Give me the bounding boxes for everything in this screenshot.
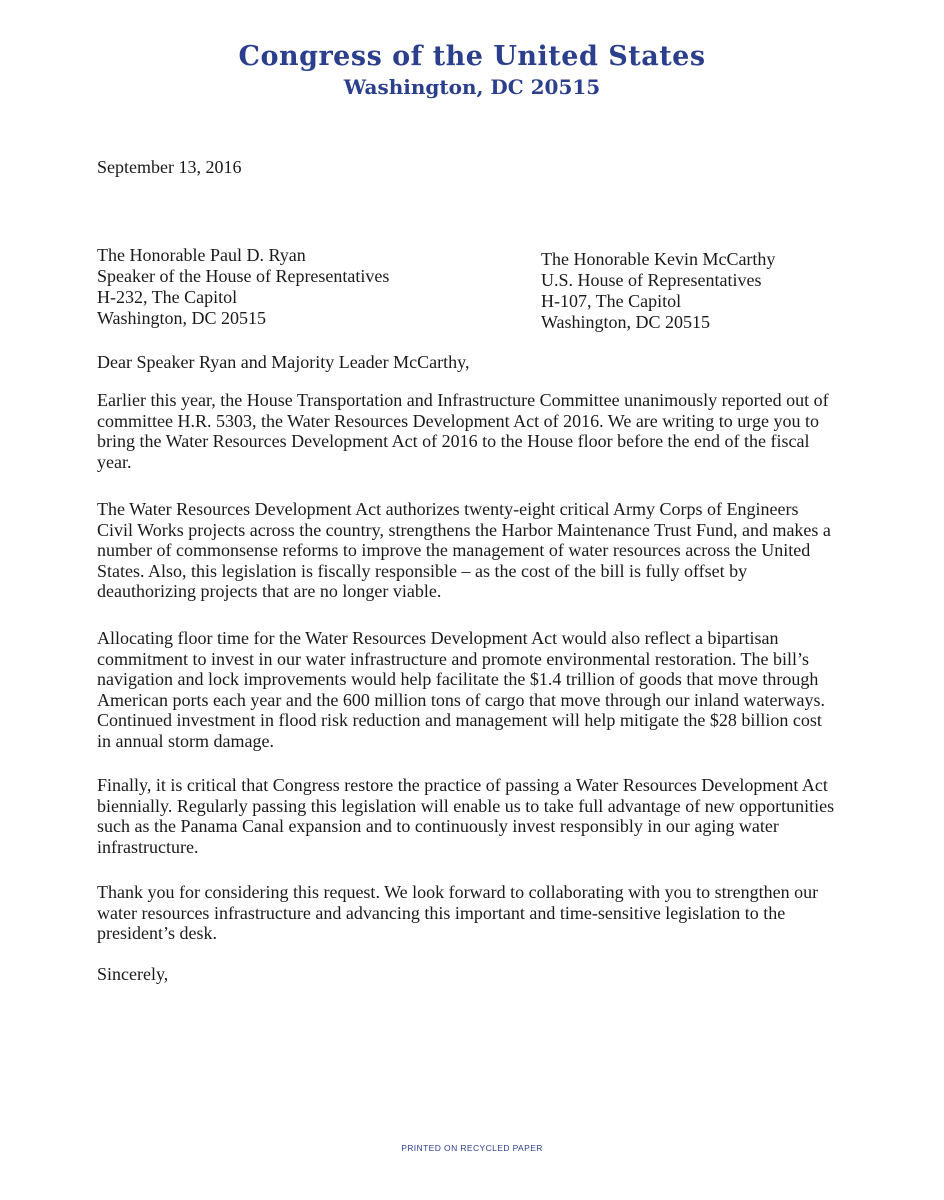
letterhead (0, 40, 944, 100)
recipient-title: Speaker of the House of Representatives (97, 266, 390, 286)
body-paragraph: Finally, it is critical that Congress restore the practice of passing a Water Resources Development Act biennially. Regularly passing this legislation will enable us to take full advantage of new opportunities such as the Panama Canal expansion and to continuously invest responsibly in our aging water infrastructure. (97, 775, 835, 857)
recipient-office: H-232, The Capitol (97, 287, 238, 307)
recipient-name: The Honorable Paul D. Ryan (97, 245, 306, 265)
recycled-paper-footer: PRINTED ON RECYCLED PAPER (401, 1143, 543, 1153)
body-paragraph: Earlier this year, the House Transportation and Infrastructure Committee unanimously reported out of committee H.R. 5303, the Water Resources Development Act of 2016. We are writing to urge you to bring the Water Resources Development Act of 2016 to the House floor before the end of the fiscal year. (97, 390, 829, 472)
body-paragraph: The Water Resources Development Act authorizes twenty-eight critical Army Corps of Engineers Civil Works projects across the country, strengthens the Harbor Maintenance Trust Fund, and makes a number of commonsense reforms to improve the management of water resources across the United States. Also, this legislation is fiscally responsible – as the cost of the bill is fully offset by deauthorizing projects that are no longer viable. (97, 499, 831, 601)
salutation: Dear Speaker Ryan and Majority Leader McCarthy, (97, 352, 470, 372)
body-paragraph: Allocating floor time for the Water Resources Development Act would also reflect a bipartisan commitment to invest in our water infrastructure and promote environmental restoration. The bill’s navigation and lock improvements would help facilitate the $1.4 trillion of goods that move through American ports each year and the 600 million tons of cargo that move through our inland waterways. Continued investment in flood risk reduction and management will help mitigate the $28 billion cost in annual storm damage. (97, 628, 825, 751)
letterhead-title: Congress of the United States (238, 41, 706, 72)
closing: Sincerely, (97, 964, 169, 984)
body-paragraph: Thank you for considering this request. We look forward to collaborating with you to strengthen our water resources infrastructure and advancing this important and time-sensitive legislation to the president’s desk. (97, 882, 819, 943)
letterhead-subtitle: Washington, DC 20515 (343, 75, 601, 99)
recipient-city: Washington, DC 20515 (97, 308, 267, 328)
recipient-city: Washington, DC 20515 (541, 312, 711, 332)
recipient-name: The Honorable Kevin McCarthy (541, 249, 776, 269)
recipient-office: H-107, The Capitol (541, 291, 682, 311)
recipient-address-mccarthy (541, 249, 775, 333)
letter-date: September 13, 2016 (97, 157, 242, 177)
recipient-title: U.S. House of Representatives (541, 270, 762, 290)
recipient-address-ryan (97, 245, 389, 329)
